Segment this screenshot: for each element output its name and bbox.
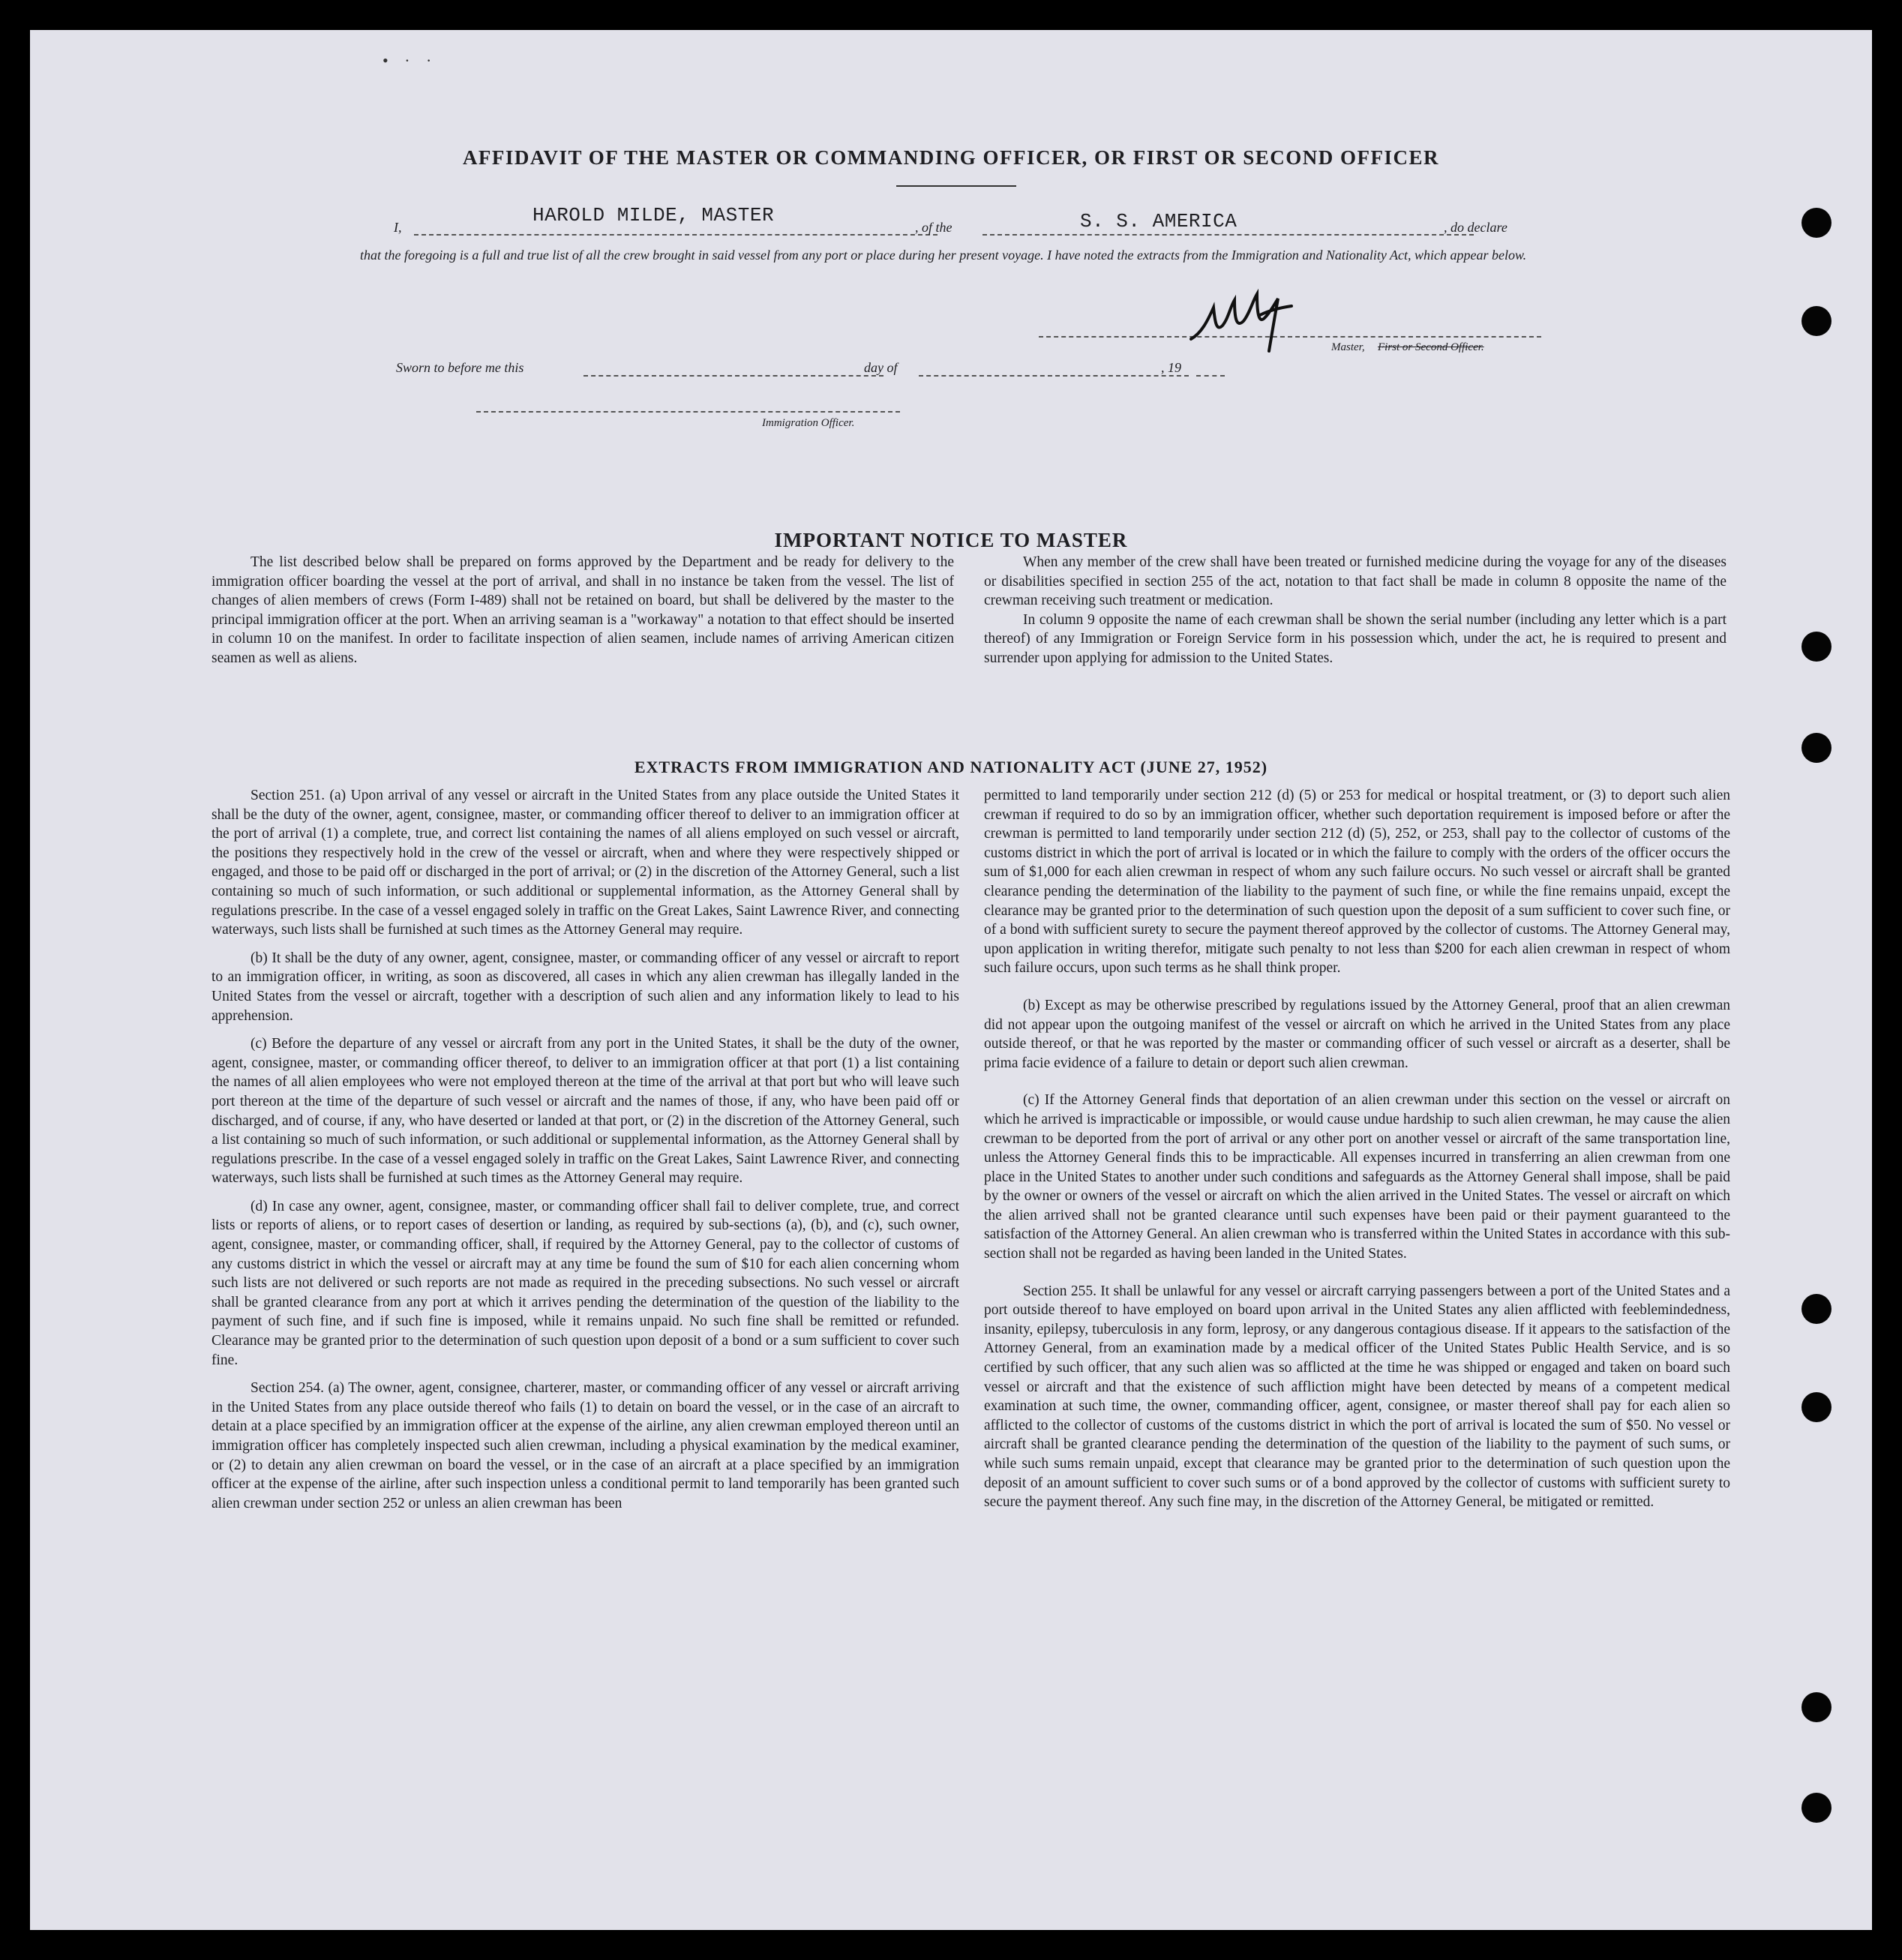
binder-hole <box>1802 306 1832 336</box>
do-declare-label: , do declare <box>1444 220 1508 235</box>
section-251-a: Section 251. (a) Upon arrival of any vessel or aircraft in the United States from any place outside the United States it shall be the duty of the owner, agent, consignee, master, or commanding officer thereof to deliver to an immigration officer at the port of arrival (1) a complete, true, and correct list containing the names of all aliens employed on such vessel or aircraft, the positions they respectively hold in the crew of the vessel or aircraft, when and where they were respectively shipped or engaged, and those to be paid off or discharged in the port of arrival; or (2) in the discretion of the Attorney General, such a list containing so much of such information, or such additional or supplemental information, as the Attorney General shall by regulations prescribe. In the case of a vessel engaged solely in traffic on the Great Lakes, Saint Lawrence River, and connecting waterways, such lists shall be furnished at such times as the Attorney General may require. <box>212 788 959 938</box>
notice-right-paragraph-1: When any member of the crew shall have been treated or furnished medicine during the voyage for any of the diseases or disabilities specified in section 255 of the act, notation to that fact shall be made in column 8 opposite the name of the crewman receiving such treatment or medication. <box>984 554 1726 609</box>
signature-caption-master: Master, <box>1331 341 1365 353</box>
section-251-b: (b) It shall be the duty of any owner, agent, consignee, master, or commanding officer of any vessel or aircraft to report to an immigration officer, in writing, as soon as discovered, all cases in which any alien crewman has illegally landed in the United States from the vessel or aircraft, together with a description of such alien and any information likely to lead to his apprehension. <box>212 950 959 1024</box>
i-label: I, <box>394 220 402 235</box>
section-254-b: (b) Except as may be otherwise prescribed by regulations issued by the Attorney General, proof that an alien crewman did not appear upon the outgoing manifest of the vessel or aircraft on which he arrived in the United States from any place outside thereof, or that he was reported by the master or commanding officer of such vessel or aircraft as a deserter, shall be prima facie evidence of a failure to detain or deport such alien crewman. <box>984 997 1730 1071</box>
notice-left-paragraph: The list described below shall be prepared on forms approved by the Department and be ready for delivery to the immigration officer boarding the vessel at the port of arrival, and shall in no instance be taken from the vessel. The list of changes of alien members of crews (Form I-489) shall not be retained on board, but shall be delivered by the master to the principal immigration officer at the port. When an arriving seaman is a "workaway" a notation to that effect should be inserted in column 10 on the manifest. In order to facilitate inspection of alien seamen, include names of arriving American citizen seamen as well as aliens. <box>212 554 954 666</box>
signature-mark <box>1185 285 1305 360</box>
binder-hole <box>1802 1392 1832 1422</box>
extracts-title: EXTRACTS FROM IMMIGRATION AND NATIONALITY ACT (JUNE 27, 1952) <box>634 758 1268 776</box>
binder-hole <box>1802 632 1832 662</box>
sworn-month-line <box>919 375 1189 377</box>
of-the-label: , of the <box>915 220 952 235</box>
vessel-name-value: S. S. AMERICA <box>1080 210 1238 233</box>
section-254-a-continued: permitted to land temporarily under section 212 (d) (5) or 253 for medical or hospital treatment, or (3) to deport such alien crewman if required to do so by an immigration officer, whether such deportation requirement is imposed before or after the crewman is permitted to land temporarily under section 212 (d) (5), 252, or 253, shall pay to the collector of customs of the customs district in which the port of arrival is located or in which the failure to comply with the orders of the officer occurs the sum of $1,000 for each alien crewman in respect of whom any such failure occurs. No such vessel or aircraft shall be granted clearance pending the determination of the liability to the payment of such fine, or while the fine remains unpaid, except the clearance may be granted prior to the determination of such question upon the deposit of a sum sufficient to cover such fine, or of a bond with sufficient surety to secure the payment thereof approved by the collector of customs. The Attorney General may, upon application in writing therefor, mitigate such penalty to not less than $200 for each alien crewman in respect of whom such failure occurs, upon such terms as he shall think proper. <box>984 788 1730 977</box>
section-255: Section 255. It shall be unlawful for any vessel or aircraft carrying passengers between a port of the United States and a port outside thereof to have employed on board upon arrival in the United States any alien afflicted with feeblemindedness, insanity, epilepsy, tuberculosis in any form, leprosy, or any dangerous contagious disease. If it appears to the satisfaction of the Attorney General, from an examination made by a medical officer of the United States Public Health Service, and is so certified by such officer, that any such alien was so afflicted at the time he was shipped or engaged and taken on board such vessel or aircraft and that the existence of such affliction might have been detected by means of a competent medical examination at such time, the owner, commanding officer, agent, consignee, or master thereof shall pay for each alien so afflicted to the collector of customs of the customs district in which the port of arrival is located the sum of $50. No vessel or aircraft shall be granted clearance pending the determination of the question of the liability to the payment of such sums, or while such sums remain unpaid, except that clearance may be granted prior to the determination of such question upon the deposit of an amount sufficient to cover such sums or of a bond approved by the collector of customs with sufficient surety to secure the payment thereof. Any such fine may, in the discretion of the Attorney General, be mitigated or remitted. <box>984 1283 1730 1511</box>
year-label: , 19 <box>1161 360 1181 375</box>
binder-hole <box>1802 1793 1832 1823</box>
notice-right-paragraph-2: In column 9 opposite the name of each crewman shall be shown the serial number (including any letter which is a part thereof) of any Immigration or Foreign Service form in his possession which, under the act, he is required to present and surrender upon applying for admission to the United States. <box>984 611 1726 666</box>
notice-right-column <box>984 553 1726 677</box>
extracts-right-column <box>984 786 1730 1521</box>
section-251-d: (d) In case any owner, agent, consignee, master, or commanding officer shall fail to deliver complete, true, and correct lists or reports of aliens, or to report cases of desertion or landing, as required by sub-sections (a), (b), and (c), such owner, agent, consignee, master, or commanding officer, shall, if required by the Attorney General, pay to the collector of customs of any customs district in which the vessel or aircraft may at any time be found the sum of $10 for each alien concerning whom such lists are not delivered or such reports are not made as required in the preceding subsections. No such vessel or aircraft shall be granted clearance from any port at which it arrives pending the determination of the question of the liability to the payment of such fine, and if such fine is imposed, while it remains unpaid. No such fine shall be remitted or refunded. Clearance may be granted prior to the determination of such question upon deposit of a bond or a sum sufficient to cover such fine. <box>212 1198 959 1368</box>
section-254-a: Section 254. (a) The owner, agent, consignee, charterer, master, or commanding officer of any vessel or aircraft arriving in the United States from any place outside thereof who fails (1) to detain on board the vessel, or in the case of an aircraft to detain at a place specified by an immigration officer at the expense of the airline, any alien crewman employed thereon until an immigration officer has completely inspected such alien crewman, including a physical examination by the medical examiner, or (2) to detain any alien crewman on board the vessel, or in the case of an aircraft at a place specified by an immigration officer at the expense of the airline, after such inspection unless a conditional permit to land temporarily has been granted such alien crewman under section 252 or unless an alien crewman has been <box>212 1380 959 1511</box>
day-of-label: day of <box>864 360 898 375</box>
affidavit-title: AFFIDAVIT OF THE MASTER OR COMMANDING OFFICER, OR FIRST OR SECOND OFFICER <box>462 146 1440 169</box>
vessel-name-line <box>982 234 1474 236</box>
notice-left-column <box>212 553 954 677</box>
immigration-officer-caption: Immigration Officer. <box>762 417 855 429</box>
declaration-text: that the foregoing is a full and true list of all the crew brought in said vessel from any port or place during her present voyage. I have noted the extracts from the Immigration and Nationality Act, which appear below. <box>360 248 1527 263</box>
master-name-value: HAROLD MILDE, MASTER <box>532 204 775 227</box>
sworn-year-line <box>1196 375 1225 377</box>
extracts-left-column <box>212 786 959 1522</box>
notice-title: IMPORTANT NOTICE TO MASTER <box>774 529 1128 551</box>
section-251-c: (c) Before the departure of any vessel or aircraft from any port in the United States, it shall be the duty of the owner, agent, consignee, master, or commanding officer thereof, to deliver to an immigration officer at that port (1) a list containing the names of all alien employees who were not employed thereon at the time of the arrival at that port but who will leave such port thereon at the time of the departure of such vessel or aircraft and the names of those, if any, who have been paid off or discharged, and of course, if any, who have deserted or landed at that port, or (2) in the discretion of the Attorney General, such a list containing so much of such information, or such additional or supplemental information, as the Attorney General shall by regulations prescribe. In the case of a vessel engaged solely in traffic on the Great Lakes, Saint Lawrence River, and connecting waterways, such lists shall be furnished at such times as the Attorney General may require. <box>212 1036 959 1187</box>
title-divider <box>896 185 1016 187</box>
document-page <box>30 30 1872 1930</box>
binder-hole <box>1802 1294 1832 1324</box>
binder-hole <box>1802 1692 1832 1722</box>
immigration-officer-line <box>476 411 900 413</box>
scan-specks: • · · <box>382 51 438 70</box>
section-254-c: (c) If the Attorney General finds that deportation of an alien crewman under this section on the vessel or aircraft on which he arrived is impracticable or impossible, or would cause undue hardship to such alien crewman, he may cause the alien crewman to be deported from the port of arrival or any other port on another vessel or aircraft of the same transportation line, unless the Attorney General finds this to be impracticable. All expenses incurred in transferring an alien crewman from one place in the United States to another under such conditions and safeguards as the Attorney General shall impose, shall be paid by the owner or owners of the vessel or aircraft on which the alien arrived in the United States. The vessel or aircraft on which the alien arrived shall not be granted clearance until such expenses have been paid or their payment guaranteed to the satisfaction of the Attorney General. An alien crewman who is transferred within the United States in accordance with this sub-section shall not be regarded as having been landed in the United States. <box>984 1092 1730 1262</box>
sworn-label: Sworn to before me this <box>396 360 524 375</box>
binder-hole <box>1802 208 1832 238</box>
master-name-line <box>414 234 938 236</box>
sworn-day-line <box>584 375 884 377</box>
signature-caption-struck: First or Second Officer. <box>1378 341 1484 353</box>
